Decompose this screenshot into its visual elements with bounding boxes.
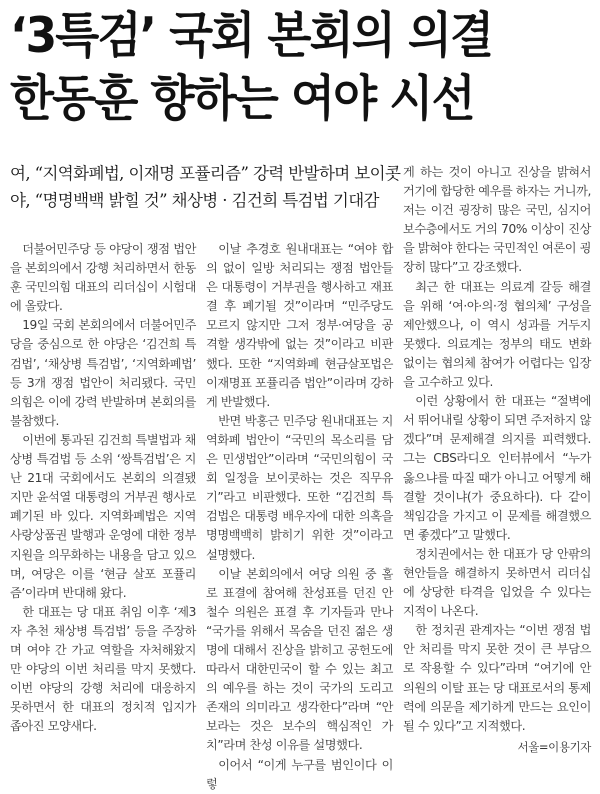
body-column-1 [10,240,196,736]
body-column-2 [206,240,393,794]
paragraph: 반면 박홍근 민주당 원내대표는 지역화폐 법안이 “국민의 목소리를 담은 민생법안”이라며 “국민의힘이 국회 일정을 보이콧하는 것은 직무유기”라고 비판했다. 또한 “김건희 특검법은 대통령 배우자에 대한 의혹을 명명백백히 밝히기 위한 것”이라고 설명했다. [206,413,393,562]
subheadline-opposition-party: 야, “명명백백 밝힐 것” 채상병 · 김건희 특검법 기대감 [10,191,379,210]
paragraph: 이번에 통과된 김건희 특별법과 채상병 특검법 등 소위 ‘쌍특검법’은 지난 21대 국회에서도 본회의 의결됐지만 윤석열 대통령의 거부권 행사로 폐기된 바 있다. 지역화폐법은 지역사랑상품권 발행과 운영에 대한 정부 지원을 의무화하는 내용을 담고 있으며, 여당은 이를 ‘현금 살포 포퓰리즘’이라며 반대해 왔다. [10,432,196,600]
paragraph: 정치권에서는 한 대표가 당 안팎의 현안들을 해결하지 못하면서 리더십에 상당한 타격을 입었을 수 있다는 지적이 나온다. [403,546,591,619]
body-column-3 [403,163,591,757]
headline-line-2: 한동훈 향하는 여야 시선 [10,70,474,127]
paragraph: 이런 상황에서 한 대표는 “절벽에서 뛰어내릴 상황이 되면 주저하지 않겠다”며 문제해결 의지를 피력했다. 그는 CBS라디오 인터뷰에서 “누가 옳으냐를 따질 때가 아니고 어떻게 해결할 것이냐(가 중요하다). 다 같이 책임감을 가지고 이 문제를 해결했으면 좋겠다”고 말했다. [403,394,591,542]
paragraph: 19일 국회 본회의에서 더불어민주당을 중심으로 한 야당은 ‘김건희 특검법’, ‘채상병 특검법’, ‘지역화폐법’ 등 3개 쟁점 법안이 처리됐다. 국민의힘은 이에 강력 반발하며 본회의를 불참했다. [10,318,196,428]
paragraph: 이어서 “이게 누구를 범인이다 이렇 [206,757,393,791]
headline [10,4,600,130]
paragraph: 최근 한 대표는 의료계 갈등 해결을 위해 ‘여·야·의·정 협의체’ 구성을 제안했으나, 이 역시 성과를 거두지 못했다. 의료계는 정부의 태도 변화 없이는 협의체 참여가 어렵다는 입장을 고수하고 있다. [403,279,591,390]
paragraph-continued: 게 하는 것이 아니고 진상을 밝혀서 거기에 합당한 예우를 하자는 거니까, 저는 이건 굉장히 많은 국민, 심지어 보수층에서도 거의 70% 이상이 진상을 밝혀야 한다는 국민적인 여론이 굉장히 많다”고 강조했다. [403,165,591,275]
byline: 서울=이용기자 [517,739,591,754]
headline-line-1: ‘3특검’ 국회 본회의 의결 [10,7,493,64]
subheadlines [10,160,401,214]
paragraph: 한 대표는 당 대표 취임 이후 ‘제3자 추천 채상병 특검법’ 등을 주장하며 여야 간 가교 역할을 자처해왔지만 야당의 이번 처리를 막지 못했다. 이번 야당의 강행 처리에 대응하지 못하면서 한 대표의 정치적 입지가 좁아진 모양새다. [10,604,196,734]
paragraph: 한 정치권 관계자는 “이번 쟁점 법안 처리를 막지 못한 것이 큰 부담으로 작용할 수 있다”라며 “여기에 안 의원의 이탈 표는 당 대표로서의 통제력에 의문을 제기하게 만드는 요인이 될 수 있다”고 지적했다. [403,623,591,733]
paragraph: 더불어민주당 등 야당이 쟁점 법안을 본회의에서 강행 처리하면서 한동훈 국민의힘 대표의 리더십이 시험대에 올랐다. [10,242,196,314]
paragraph: 이날 추경호 원내대표는 “여야 합의 없이 일방 처리되는 쟁점 법안들은 대통령이 거부권을 행사하고 재표결 후 폐기될 것”이라며 “민주당도 모르지 않지만 그저 정부·여당을 공격할 생각밖에 없는 것”이라고 비판했다. 또한 “지역화폐 현금살포법은 이재명표 포퓰리즘 법안”이라며 강하게 반발했다. [206,242,393,409]
subheadline-ruling-party: 여, “지역화폐법, 이재명 포퓰리즘” 강력 반발하며 보이콧 [10,164,401,183]
paragraph: 이날 본회의에서 여당 의원 중 홀로 표결에 참여해 찬성표를 던진 안철수 의원은 표결 후 기자들과 만나 “국가를 위해서 목숨을 던진 젊은 생명에 대해서 진상을 밝히고 공헌도에 따라서 대한민국이 할 수 있는 최고의 예우를 하는 것이 국가의 도리고 존재의 의미라고 생각한다”라며 “안보라는 것은 보수의 핵심적인 가치”라며 찬성 이유를 설명했다. [206,566,393,753]
